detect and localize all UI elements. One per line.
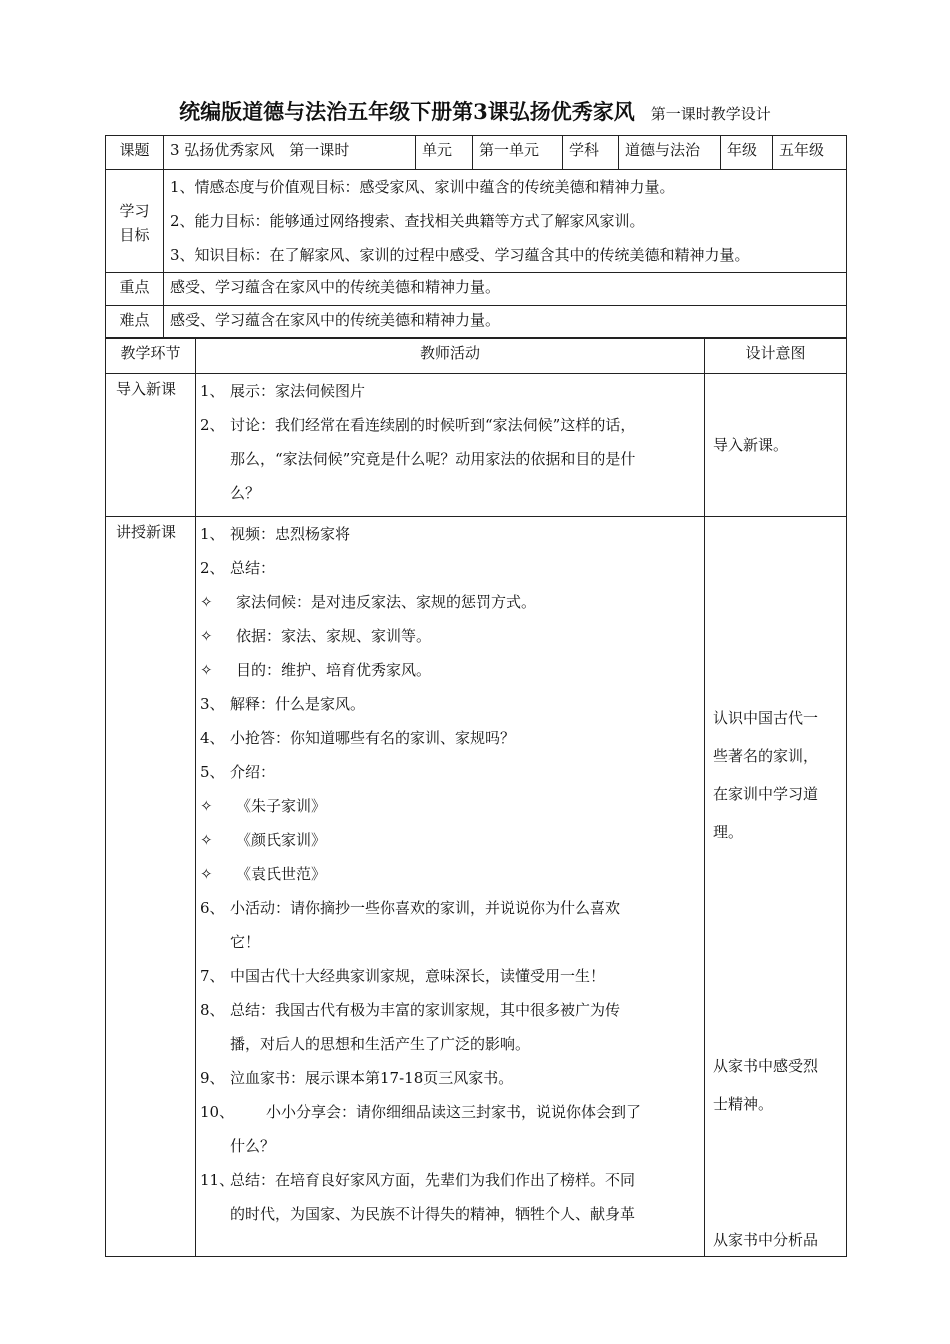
activity-line: 6、 小活动：请你摘抄一些你喜欢的家训，并说说你为什么喜欢: [200, 899, 621, 917]
activity-line: 3、 解释：什么是家风。: [200, 695, 366, 713]
topic-value: 3 弘扬优秀家风 第一课时: [164, 136, 416, 170]
page-title: [0, 96, 950, 126]
activity-line-cont: 播，对后人的思想和生活产生了广泛的影响。: [230, 1035, 531, 1053]
goal-item: 1、情感态度与价值观目标：感受家风、家训中蕴含的传统美德和精神力量。: [170, 178, 675, 196]
unit-value: 第一单元: [473, 136, 563, 170]
activity-line-cont: 那么，“家法伺候”究竟是什么呢？动用家法的依据和目的是什: [230, 450, 636, 468]
goals-label-line: 学习: [119, 201, 150, 220]
grade-label: 年级: [721, 136, 773, 170]
activity-line: 2、 讨论：我们经常在看连续剧的时候听到“家法伺候”这样的话，: [200, 416, 636, 434]
header-teacher-activity: 教师活动: [196, 338, 705, 374]
activity-line: 1、 视频：忠烈杨家将: [200, 525, 351, 543]
activity-line: 1、 展示：家法伺候图片: [200, 382, 366, 400]
activity-line: 8、 总结：我国古代有极为丰富的家训家规，其中很多被广为传: [200, 1001, 621, 1019]
bullet-line: ✧ 《袁氏世范》: [196, 857, 704, 891]
teach-activities: [196, 517, 705, 1257]
diamond-icon: ✧: [200, 865, 213, 883]
diamond-icon: ✧: [200, 661, 213, 679]
goals-label-line: 目标: [119, 225, 150, 244]
lesson-info-table: [105, 135, 847, 339]
bullet-line: ✧ 目的：维护、培育优秀家风。: [196, 653, 704, 687]
stage-intro: 导入新课: [106, 374, 196, 517]
document-subtitle: 第一课时教学设计: [650, 105, 771, 123]
goal-item: 3、知识目标：在了解家风、家训的过程中感受、学习蕴含其中的传统美德和精神力量。: [170, 246, 750, 264]
unit-label: 单元: [416, 136, 473, 170]
stage-teach: 讲授新课: [106, 517, 196, 1257]
header-design-intent: 设计意图: [705, 338, 847, 374]
key-point-value: 感受、学习蕴含在家风中的传统美德和精神力量。: [164, 273, 847, 306]
key-point-label: 重点: [106, 273, 164, 306]
activity-line-cont: 的时代，为国家、为民族不计得失的精神，牺牲个人、献身革: [230, 1205, 636, 1223]
activity-line: 2、 总结：: [200, 559, 276, 577]
goals-label: [106, 170, 164, 273]
header-stage: 教学环节: [106, 338, 196, 374]
diamond-icon: ✧: [200, 797, 213, 815]
intent-intro: 导入新课。: [705, 374, 847, 517]
document-title: 统编版道德与法治五年级下册第3课弘扬优秀家风: [179, 99, 635, 124]
goal-item: 2、能力目标：能够通过网络搜索、查找相关典籍等方式了解家风家训。: [170, 212, 645, 230]
intent-block: 从家书中感受烈 士精神。: [713, 1057, 819, 1113]
diamond-icon: ✧: [200, 831, 213, 849]
activity-line-cont: 它！: [230, 933, 261, 951]
difficulty-value: 感受、学习蕴含在家风中的传统美德和精神力量。: [164, 306, 847, 339]
intent-block: 认识中国古代一 些著名的家训， 在家训中学习道 理。: [713, 709, 819, 841]
activity-line-cont: 什么？: [230, 1137, 276, 1155]
intent-teach: [705, 517, 847, 1257]
activity-line: 7、 中国古代十大经典家训家规，意味深长，读懂受用一生！: [200, 967, 606, 985]
goals-list: [164, 170, 847, 273]
teaching-process-table: [105, 337, 847, 1257]
bullet-line: ✧ 家法伺候：是对违反家法、家规的惩罚方式。: [196, 585, 704, 619]
subject-value: 道德与法治: [619, 136, 721, 170]
bullet-line: ✧ 《朱子家训》: [196, 789, 704, 823]
activity-line-cont: 么？: [230, 484, 261, 502]
bullet-line: ✧ 《颜氏家训》: [196, 823, 704, 857]
activity-line: 5、 介绍：: [200, 763, 276, 781]
diamond-icon: ✧: [200, 593, 213, 611]
activity-line: 4、 小抢答：你知道哪些有名的家训、家规吗？: [200, 729, 516, 747]
grade-value: 五年级: [773, 136, 847, 170]
activity-line: 10、 小小分享会：请你细细品读这三封家书，说说你体会到了: [200, 1103, 642, 1121]
topic-label: 课题: [106, 136, 164, 170]
activity-line: 11、总结：在培育良好家风方面，先辈们为我们作出了榜样。不同: [200, 1171, 636, 1189]
diamond-icon: ✧: [200, 627, 213, 645]
intro-activities: [196, 374, 705, 517]
bullet-line: ✧ 依据：家法、家规、家训等。: [196, 619, 704, 653]
subject-label: 学科: [563, 136, 619, 170]
activity-line: 9、 泣血家书：展示课本第17-18页三风家书。: [200, 1069, 514, 1087]
intent-block: 从家书中分析品: [713, 1231, 819, 1249]
difficulty-label: 难点: [106, 306, 164, 339]
